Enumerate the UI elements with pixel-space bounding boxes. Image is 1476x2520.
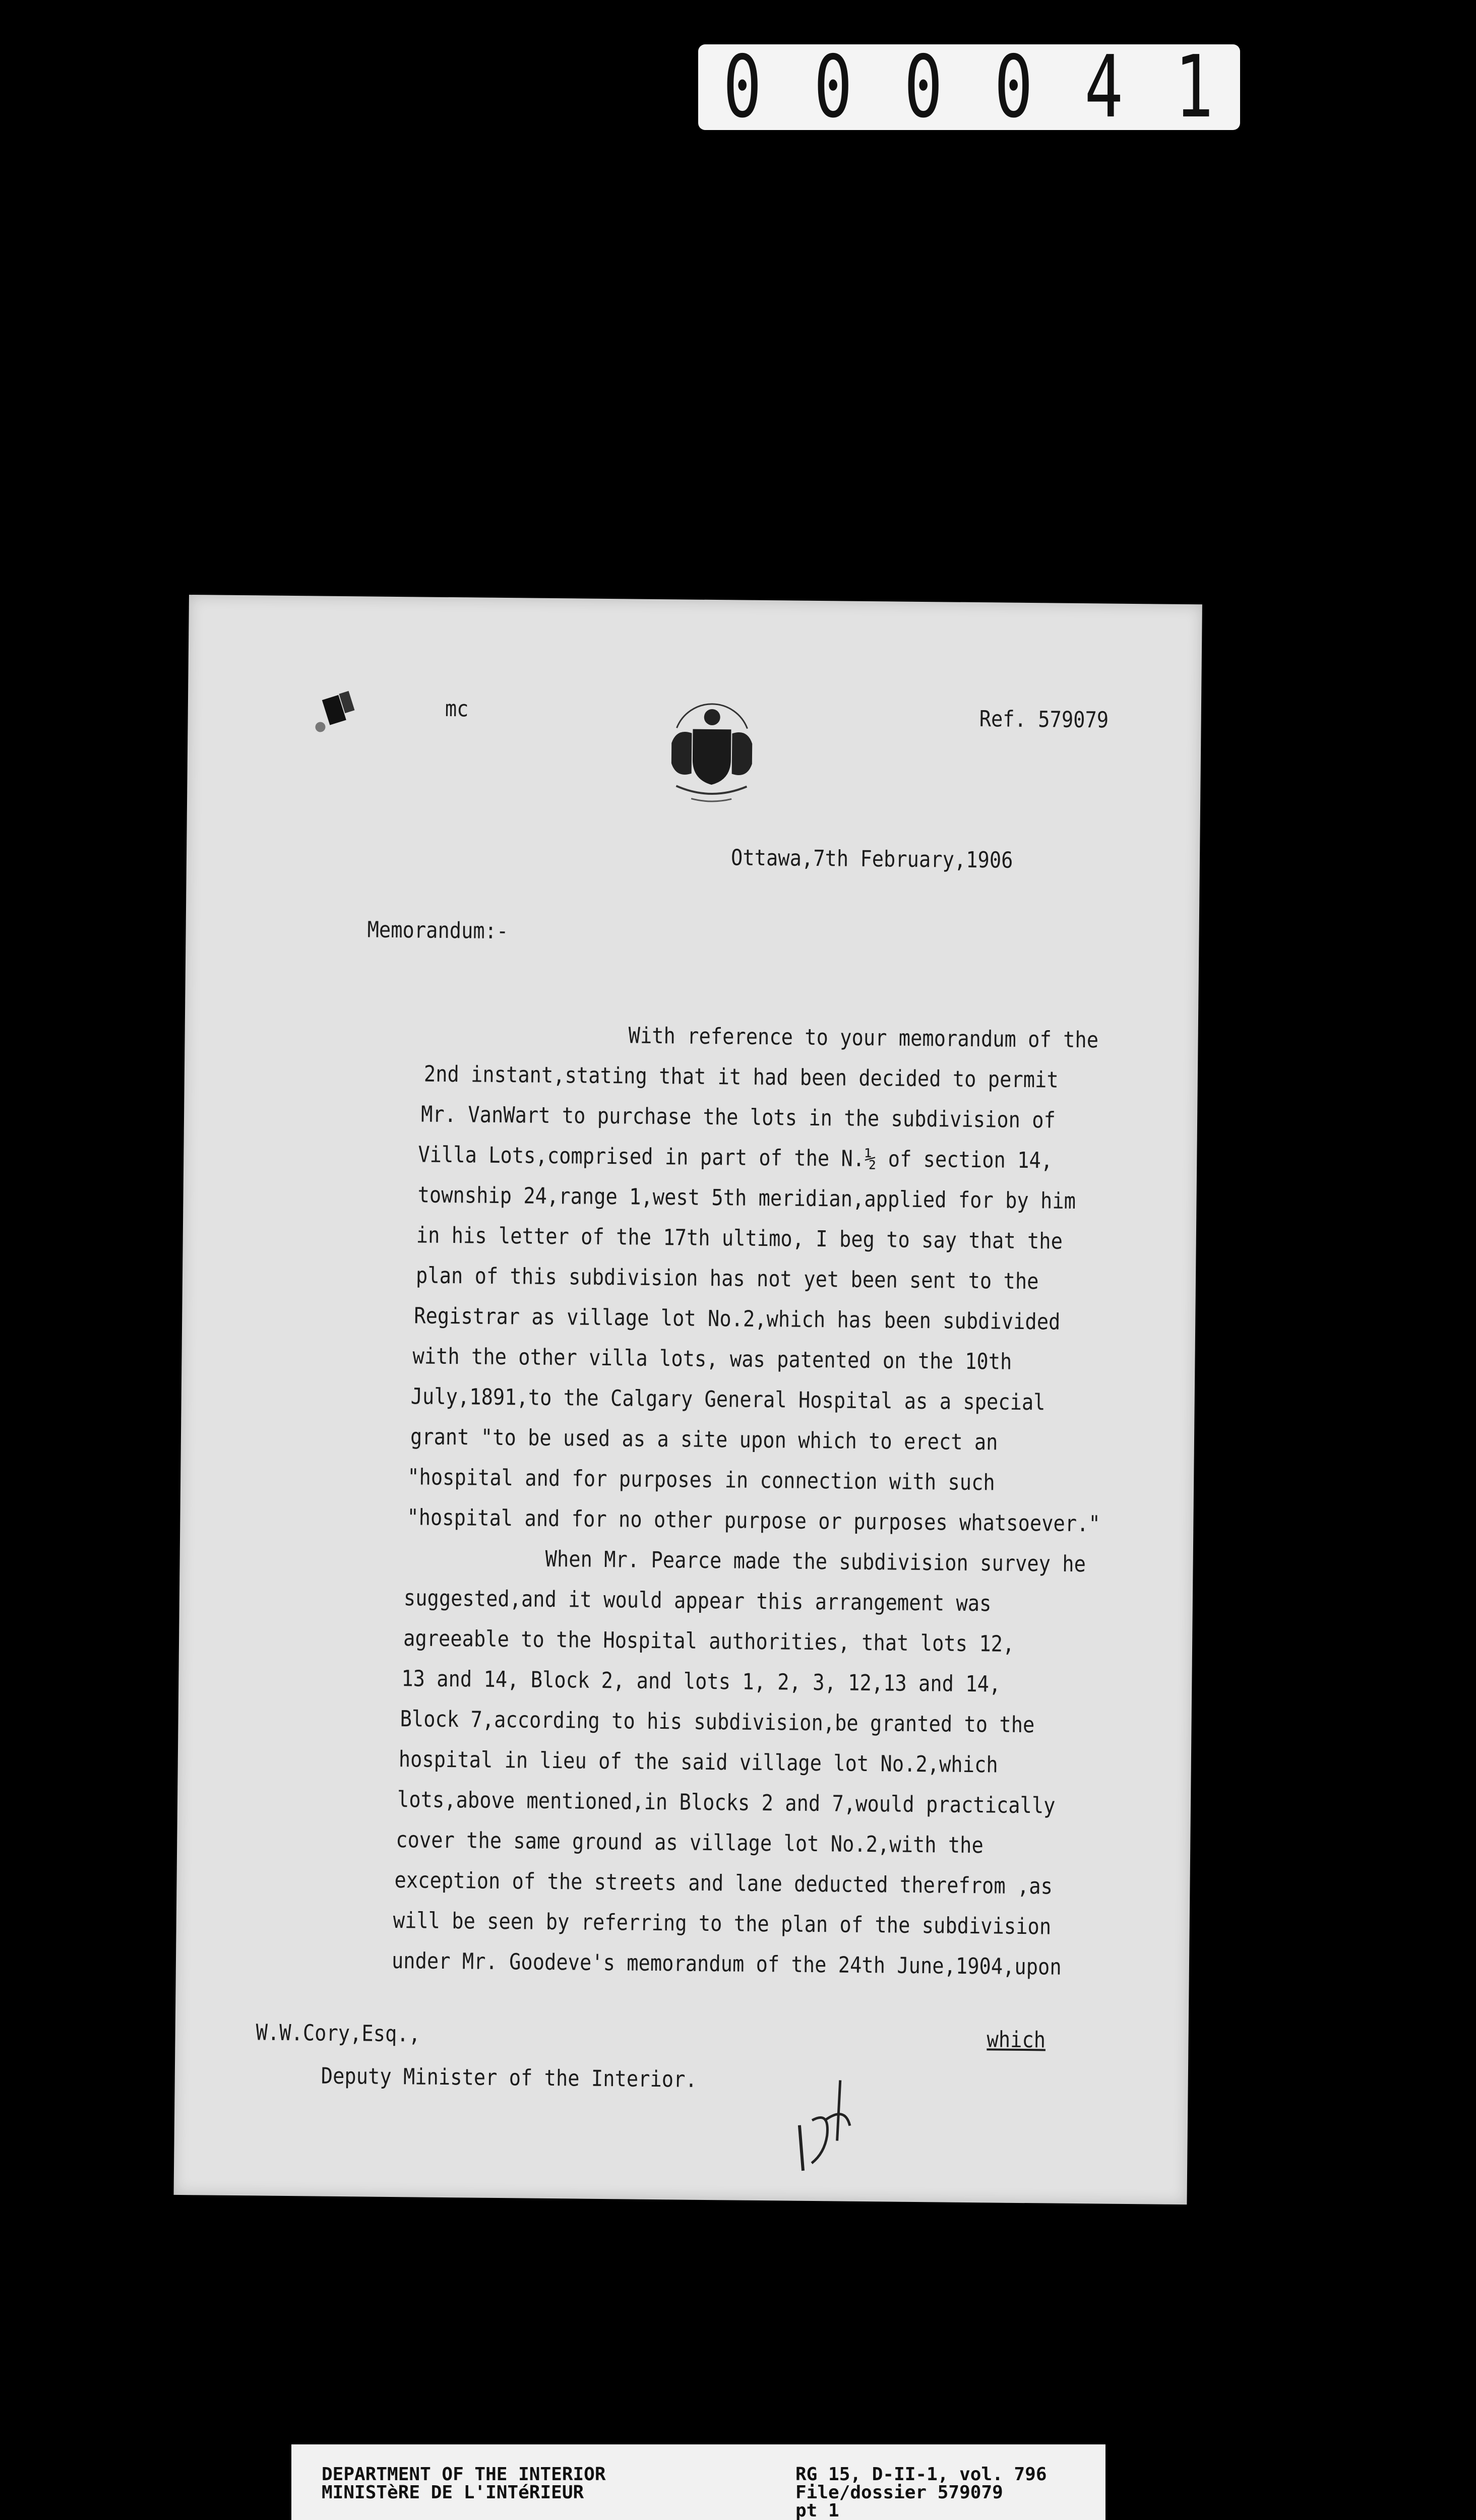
body-line: July,1891,to the Calgary General Hospital as a special [410, 1383, 1046, 1416]
file-number: File/dossier 579079 [795, 2482, 1003, 2503]
body-line: Mr. VanWart to purchase the lots in the subdivision of [420, 1101, 1056, 1133]
body-line: grant "to be used as a site upon which to erect an [410, 1424, 998, 1456]
part-number: pt 1 [795, 2500, 839, 2520]
ink-blot-mark [306, 676, 373, 758]
body-line: cover the same ground as village lot No.2,with the [396, 1827, 984, 1859]
catchword: which [987, 2027, 1046, 2053]
frame-digit: 0 [723, 37, 764, 137]
body-line: Block 7,according to his subdivision,be granted to the [400, 1706, 1035, 1738]
body-line: will be seen by referring to the plan of the subdivision [393, 1908, 1052, 1940]
body-line: "hospital and for no other purpose or purposes whatsoever." [407, 1504, 1101, 1537]
department-name-en: DEPARTMENT OF THE INTERIOR [322, 2464, 606, 2485]
body-line: With reference to your memorandum of the [628, 1023, 1099, 1053]
body-line: township 24,range 1,west 5th meridian,applied for by him [417, 1182, 1076, 1214]
body-line: hospital in lieu of the said village lot No.2,which [398, 1746, 998, 1778]
memorandum-page [174, 595, 1202, 2204]
body-line: Villa Lots,comprised in part of the N.½ of section 14, [418, 1142, 1053, 1174]
body-line: 2nd instant,stating that it had been decided to permit [423, 1061, 1059, 1093]
body-line: "hospital and for purposes in connection with such [407, 1464, 995, 1496]
body-line: Registrar as village lot No.2,which has been subdivided [414, 1303, 1061, 1335]
salutation: Memorandum:- [367, 917, 509, 944]
department-crest-icon [661, 692, 763, 804]
frame-digit: 0 [903, 37, 944, 137]
frame-digit: 0 [813, 37, 854, 137]
frame-digit: 4 [1084, 37, 1125, 137]
body-line: lots,above mentioned,in Blocks 2 and 7,would practically [397, 1787, 1056, 1819]
body-line: When Mr. Pearce made the subdivision survey he [545, 1546, 1086, 1578]
handwritten-annotation [789, 2065, 876, 2182]
reference-number: Ref. 579079 [979, 706, 1109, 733]
body-line: agreeable to the Hospital authorities, that lots 12, [403, 1625, 1015, 1657]
body-line: under Mr. Goodeve's memorandum of the 24th June,1904,upon [391, 1947, 1062, 1980]
body-line: in his letter of the 17th ultimo, I beg to say that the [416, 1222, 1063, 1254]
typist-initials: mc [445, 696, 469, 722]
body-line: with the other villa lots, was patented on the 10th [412, 1343, 1012, 1375]
department-name-fr: MINISTèRE DE L'INTéRIEUR [322, 2482, 584, 2503]
date-line: Ottawa,7th February,1906 [730, 845, 1013, 873]
frame-digit: 0 [994, 37, 1034, 137]
body-line: 13 and 14, Block 2, and lots 1, 2, 3, 12,13 and 14, [401, 1666, 1001, 1697]
addressee: W.W.Cory,Esq., [256, 2020, 421, 2047]
addressee-title: Deputy Minister of the Interior. [321, 2063, 697, 2093]
record-group: RG 15, D-II-1, vol. 796 [795, 2464, 1047, 2485]
frame-digit: 1 [1175, 37, 1215, 137]
body-line: plan of this subdivision has not yet been sent to the [415, 1263, 1039, 1295]
body-line: exception of the streets and lane deducted therefrom ,as [394, 1867, 1053, 1900]
body-line: suggested,and it would appear this arrangement was [403, 1585, 992, 1617]
archive-reference-label [291, 2444, 1105, 2520]
frame-number [698, 37, 1240, 137]
